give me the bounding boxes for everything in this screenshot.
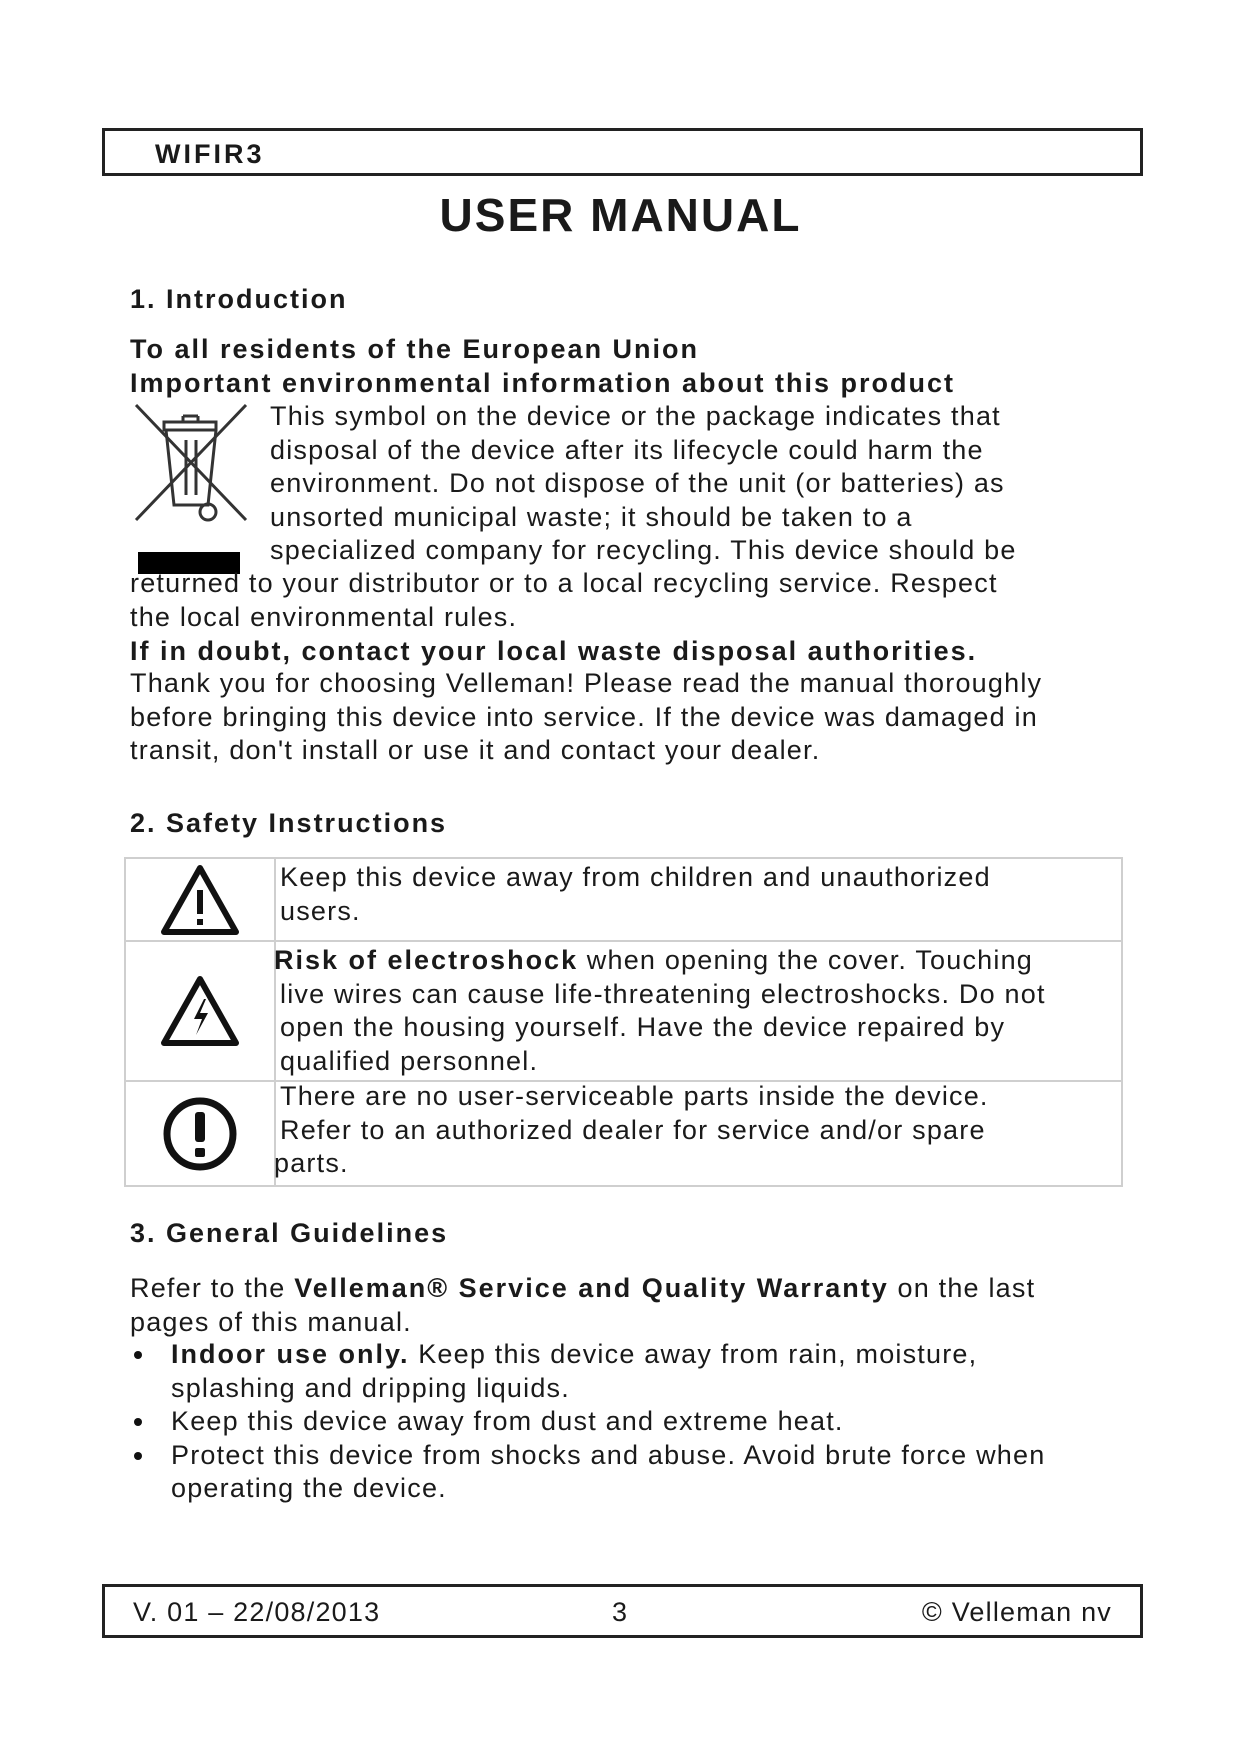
thank-you-line: before bringing this device into service. If the device was damaged in [130, 701, 1038, 732]
intro-line-2: pages of this manual. [130, 1306, 412, 1337]
section-2-heading: 2. Safety Instructions [130, 808, 448, 838]
safety-line: Refer to an authorized dealer for service and/or spare [280, 1114, 986, 1145]
thank-you-line: transit, don't install or use it and contact your dealer. [130, 735, 821, 765]
intro-text: on the last [888, 1273, 1036, 1303]
electroshock-warning-bold: Risk of electroshock [274, 945, 579, 975]
weee-line: unsorted municipal waste; it should be taken to a [270, 501, 913, 532]
thank-you-line: Thank you for choosing Velleman! Please read the manual thoroughly [130, 668, 1043, 698]
disposal-authorities-note: If in doubt, contact your local waste disposal authorities. [130, 636, 978, 666]
safety-table [124, 857, 1123, 1187]
warning-triangle-icon [160, 864, 240, 936]
safety-line: live wires can cause life-threatening electroshocks. Do not [280, 978, 1046, 1009]
weee-bin-icon [128, 400, 258, 580]
weee-line: environment. Do not dispose of the unit (or batteries) as [270, 468, 1005, 498]
intro-text: Refer to the [130, 1273, 295, 1303]
list-item [130, 1439, 1045, 1506]
bullet-text: Keep this device away from rain, moisture, [409, 1339, 978, 1369]
recycling-line: returned to your distributor or to a local recycling service. Respect [130, 568, 998, 598]
bullet-text: operating the device. [171, 1473, 447, 1503]
weee-line: disposal of the device after its lifecycle could harm the [270, 434, 984, 465]
recycling-line: the local environmental rules. [130, 601, 518, 632]
page-number: 3 [612, 1597, 629, 1627]
footer-box [102, 1584, 1143, 1638]
version-date: V. 01 – 22/08/2013 [133, 1597, 381, 1627]
warranty-intro [130, 1272, 1035, 1339]
section-3-heading: 3. General Guidelines [130, 1218, 449, 1248]
guidelines-list [130, 1338, 1045, 1506]
bullet-text: Keep this device away from dust and extreme heat. [171, 1406, 844, 1436]
eu-residents-heading: To all residents of the European Union [130, 334, 700, 364]
bullet-text: splashing and dripping liquids. [171, 1372, 570, 1403]
list-item [130, 1338, 1045, 1405]
electric-shock-triangle-icon [160, 975, 240, 1047]
recycling-text [130, 567, 998, 634]
model-code: WIFIR3 [155, 139, 265, 169]
section-1-heading: 1. Introduction [130, 284, 348, 314]
weee-line: This symbol on the device or the package indicates that [270, 401, 1001, 431]
copyright: © Velleman nv [921, 1597, 1112, 1627]
environment-info-heading: Important environmental information about this product [130, 368, 956, 398]
weee-text-block [270, 400, 1017, 568]
exclamation-circle-icon [160, 1094, 240, 1174]
safety-row [126, 859, 1121, 942]
safety-line: open the housing yourself. Have the device repaired by [280, 1012, 1006, 1042]
list-item [130, 1405, 1045, 1439]
warranty-name: Velleman® Service and Quality Warranty [294, 1273, 889, 1303]
safety-line: users. [280, 895, 361, 926]
safety-line: parts. [274, 1148, 349, 1178]
electroshock-line-rest: when opening the cover. Touching [578, 945, 1034, 975]
bullet-text: Protect this device from shocks and abuse. Avoid brute force when [171, 1439, 1046, 1470]
thank-you-text [130, 667, 1042, 768]
weee-line: specialized company for recycling. This device should be [270, 535, 1017, 565]
page-title: USER MANUAL [439, 189, 802, 241]
header-box [102, 128, 1143, 176]
safety-row [126, 1082, 1121, 1185]
safety-line: Keep this device away from children and unauthorized [280, 862, 991, 892]
safety-line: There are no user-serviceable parts inside the device. [280, 1081, 989, 1111]
safety-line: qualified personnel. [280, 1045, 539, 1076]
indoor-use-bold: Indoor use only. [171, 1339, 410, 1369]
safety-row [126, 942, 1121, 1082]
